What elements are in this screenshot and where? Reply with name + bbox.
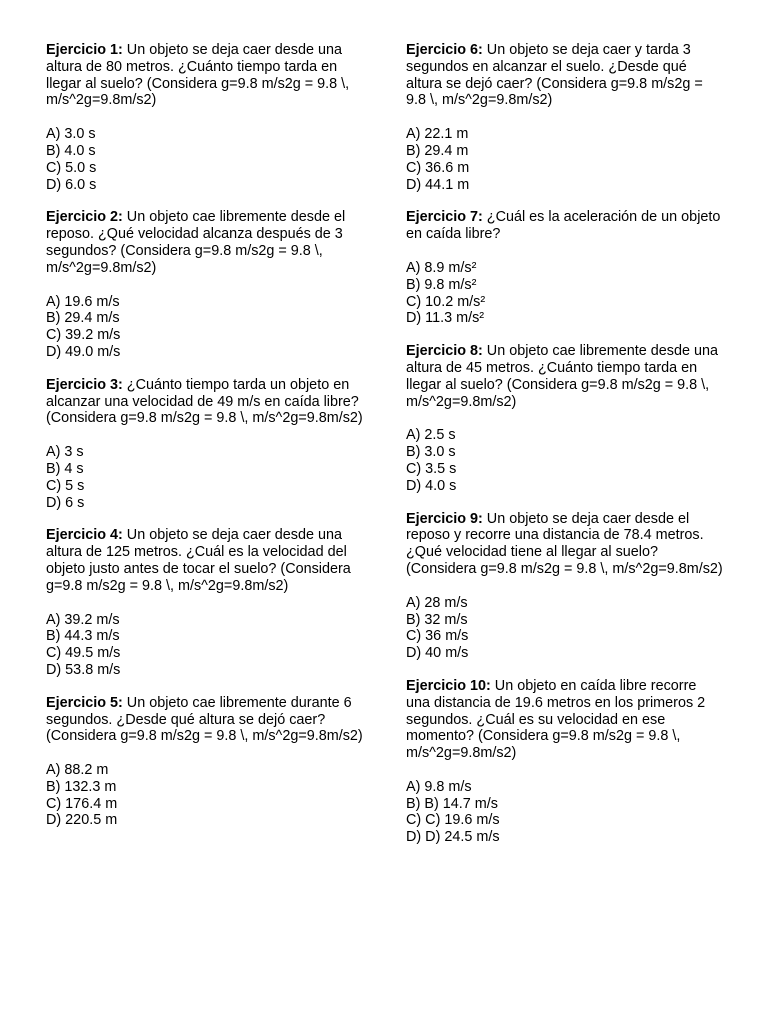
exercise-text: Un objeto cae libremente desde una altura de 45 metros. ¿Cuánto tiempo tarda en llegar al suelo? (Considera g=9.8 m/s2g = 9.8 \, m/s^2g=9.8m/s2) (406, 343, 719, 410)
left-column (46, 42, 364, 845)
option-c: C) C) 19.6 m/s (406, 812, 500, 829)
exercise-label: Ejercicio 3: (46, 376, 123, 393)
option-d: D) 44.1 m (406, 176, 470, 193)
answer-options (46, 612, 364, 679)
exercise-text: Un objeto en caída libre recorre una distancia de 19.6 metros en los primeros 2 segundos. ¿Cuál es su velocidad en ese momento? (Considera g=9.8 m/s2g = 9.8 \, m/s^2g=9.8m/s2) (406, 677, 706, 762)
exercise-question (46, 209, 364, 276)
option-a: A) 3 s (46, 444, 84, 461)
option-a: A) 88.2 m (46, 762, 109, 779)
option-d: D) 49.0 m/s (46, 343, 121, 360)
exercise-text: ¿Cuánto tiempo tarda un objeto en alcanzar una velocidad de 49 m/s en caída libre? (Considera g=9.8 m/s2g = 9.8 \, m/s^2g=9.8m/s2) (46, 376, 363, 427)
exercise-3 (46, 377, 364, 512)
option-d: D) 6 s (46, 494, 85, 511)
answer-options (46, 126, 364, 193)
exercise-question (406, 678, 724, 762)
answer-options (406, 595, 724, 662)
answer-options (406, 260, 724, 327)
option-a: A) 39.2 m/s (46, 611, 120, 628)
option-b: B) 132.3 m (46, 778, 117, 795)
option-c: C) 5 s (46, 477, 85, 494)
exercise-text: Un objeto cae libremente desde el reposo. ¿Qué velocidad alcanza después de 3 segundos? (Considera g=9.8 m/s2g = 9.8 \, m/s^2g=9.8m/s2) (46, 209, 346, 276)
option-b: B) 44.3 m/s (46, 628, 120, 645)
exercise-label: Ejercicio 10: (406, 677, 491, 694)
exercise-6 (406, 42, 724, 193)
exercise-text: Un objeto se deja caer y tarda 3 segundos en alcanzar el suelo. ¿Desde qué altura se dejó caer? (Considera g=9.8 m/s2g = 9.8 \, m/s^2g=9.8m/s2) (406, 42, 703, 109)
option-c: C) 36 m/s (406, 628, 469, 645)
exercise-label: Ejercicio 2: (46, 209, 123, 226)
option-c: C) 49.5 m/s (46, 645, 121, 662)
option-b: B) 4.0 s (46, 142, 96, 159)
exercise-label: Ejercicio 8: (406, 343, 483, 360)
option-a: A) 22.1 m (406, 126, 469, 143)
exercise-9 (406, 511, 724, 662)
answer-options (406, 427, 724, 494)
option-c: C) 39.2 m/s (46, 327, 121, 344)
exercise-label: Ejercicio 6: (406, 42, 483, 58)
option-d: D) 6.0 s (46, 176, 97, 193)
option-b: B) 32 m/s (406, 611, 468, 628)
exercise-2 (46, 209, 364, 360)
exercise-7 (406, 209, 724, 327)
option-a: A) 9.8 m/s (406, 778, 472, 795)
exercise-4 (46, 527, 364, 678)
option-a: A) 8.9 m/s² (406, 259, 477, 276)
exercise-text: Un objeto cae libremente durante 6 segundos. ¿Desde qué altura se dejó caer? (Considera g=9.8 m/s2g = 9.8 \, m/s^2g=9.8m/s2) (46, 694, 363, 745)
exercise-question (406, 209, 724, 243)
option-d: D) D) 24.5 m/s (406, 829, 500, 846)
exercise-question (406, 42, 724, 109)
option-a: A) 28 m/s (406, 594, 468, 611)
option-a: A) 3.0 s (46, 126, 96, 143)
option-b: B) B) 14.7 m/s (406, 795, 498, 812)
exercise-question (406, 511, 724, 578)
exercise-question (46, 527, 364, 594)
option-d: D) 53.8 m/s (46, 661, 121, 678)
option-c: C) 3.5 s (406, 460, 457, 477)
option-a: A) 2.5 s (406, 427, 456, 444)
exercise-question (46, 695, 364, 745)
answer-options (406, 779, 724, 846)
answer-options (46, 294, 364, 361)
exercise-1 (46, 42, 364, 193)
exercise-label: Ejercicio 5: (46, 694, 123, 711)
option-d: D) 220.5 m (46, 812, 118, 829)
exercise-label: Ejercicio 7: (406, 209, 483, 226)
exercise-question (46, 377, 364, 427)
answer-options (406, 126, 724, 193)
exercise-label: Ejercicio 9: (406, 510, 483, 527)
option-c: C) 5.0 s (46, 159, 97, 176)
option-d: D) 11.3 m/s² (406, 310, 485, 327)
option-b: B) 29.4 m (406, 142, 469, 159)
exercise-text: Un objeto se deja caer desde una altura de 125 metros. ¿Cuál es la velocidad del objeto justo antes de tocar el suelo? (Considera g=9.8 m/s2g = 9.8 \, m/s^2g=9.8m/s2) (46, 527, 351, 594)
exercise-question (46, 42, 364, 109)
answer-options (46, 444, 364, 511)
option-b: B) 4 s (46, 460, 84, 477)
exercise-label: Ejercicio 1: (46, 42, 123, 58)
exercise-text: Un objeto se deja caer desde una altura de 80 metros. ¿Cuánto tiempo tarda en llegar al suelo? (Considera g=9.8 m/s2g = 9.8 \, m/s^2g=9.8m/s2) (46, 42, 350, 109)
option-d: D) 40 m/s (406, 645, 469, 662)
exercise-10 (406, 678, 724, 846)
exercise-text: Un objeto se deja caer desde el reposo y recorre una distancia de 78.4 metros. ¿Qué velocidad tiene al llegar al suelo? (Considera g=9.8 m/s2g = 9.8 \, m/s^2g=9.8m/s2) (406, 510, 723, 577)
option-b: B) 3.0 s (406, 444, 456, 461)
right-column (406, 42, 724, 862)
option-c: C) 176.4 m (46, 795, 118, 812)
exercise-label: Ejercicio 4: (46, 527, 123, 544)
exercise-8 (406, 343, 724, 494)
option-c: C) 36.6 m (406, 159, 470, 176)
option-c: C) 10.2 m/s² (406, 293, 486, 310)
exercise-5 (46, 695, 364, 830)
exercise-question (406, 343, 724, 410)
option-b: B) 29.4 m/s (46, 310, 120, 327)
option-d: D) 4.0 s (406, 477, 457, 494)
option-b: B) 9.8 m/s² (406, 276, 477, 293)
answer-options (46, 762, 364, 829)
option-a: A) 19.6 m/s (46, 293, 120, 310)
exercise-text: ¿Cuál es la aceleración de un objeto en caída libre? (406, 209, 721, 243)
